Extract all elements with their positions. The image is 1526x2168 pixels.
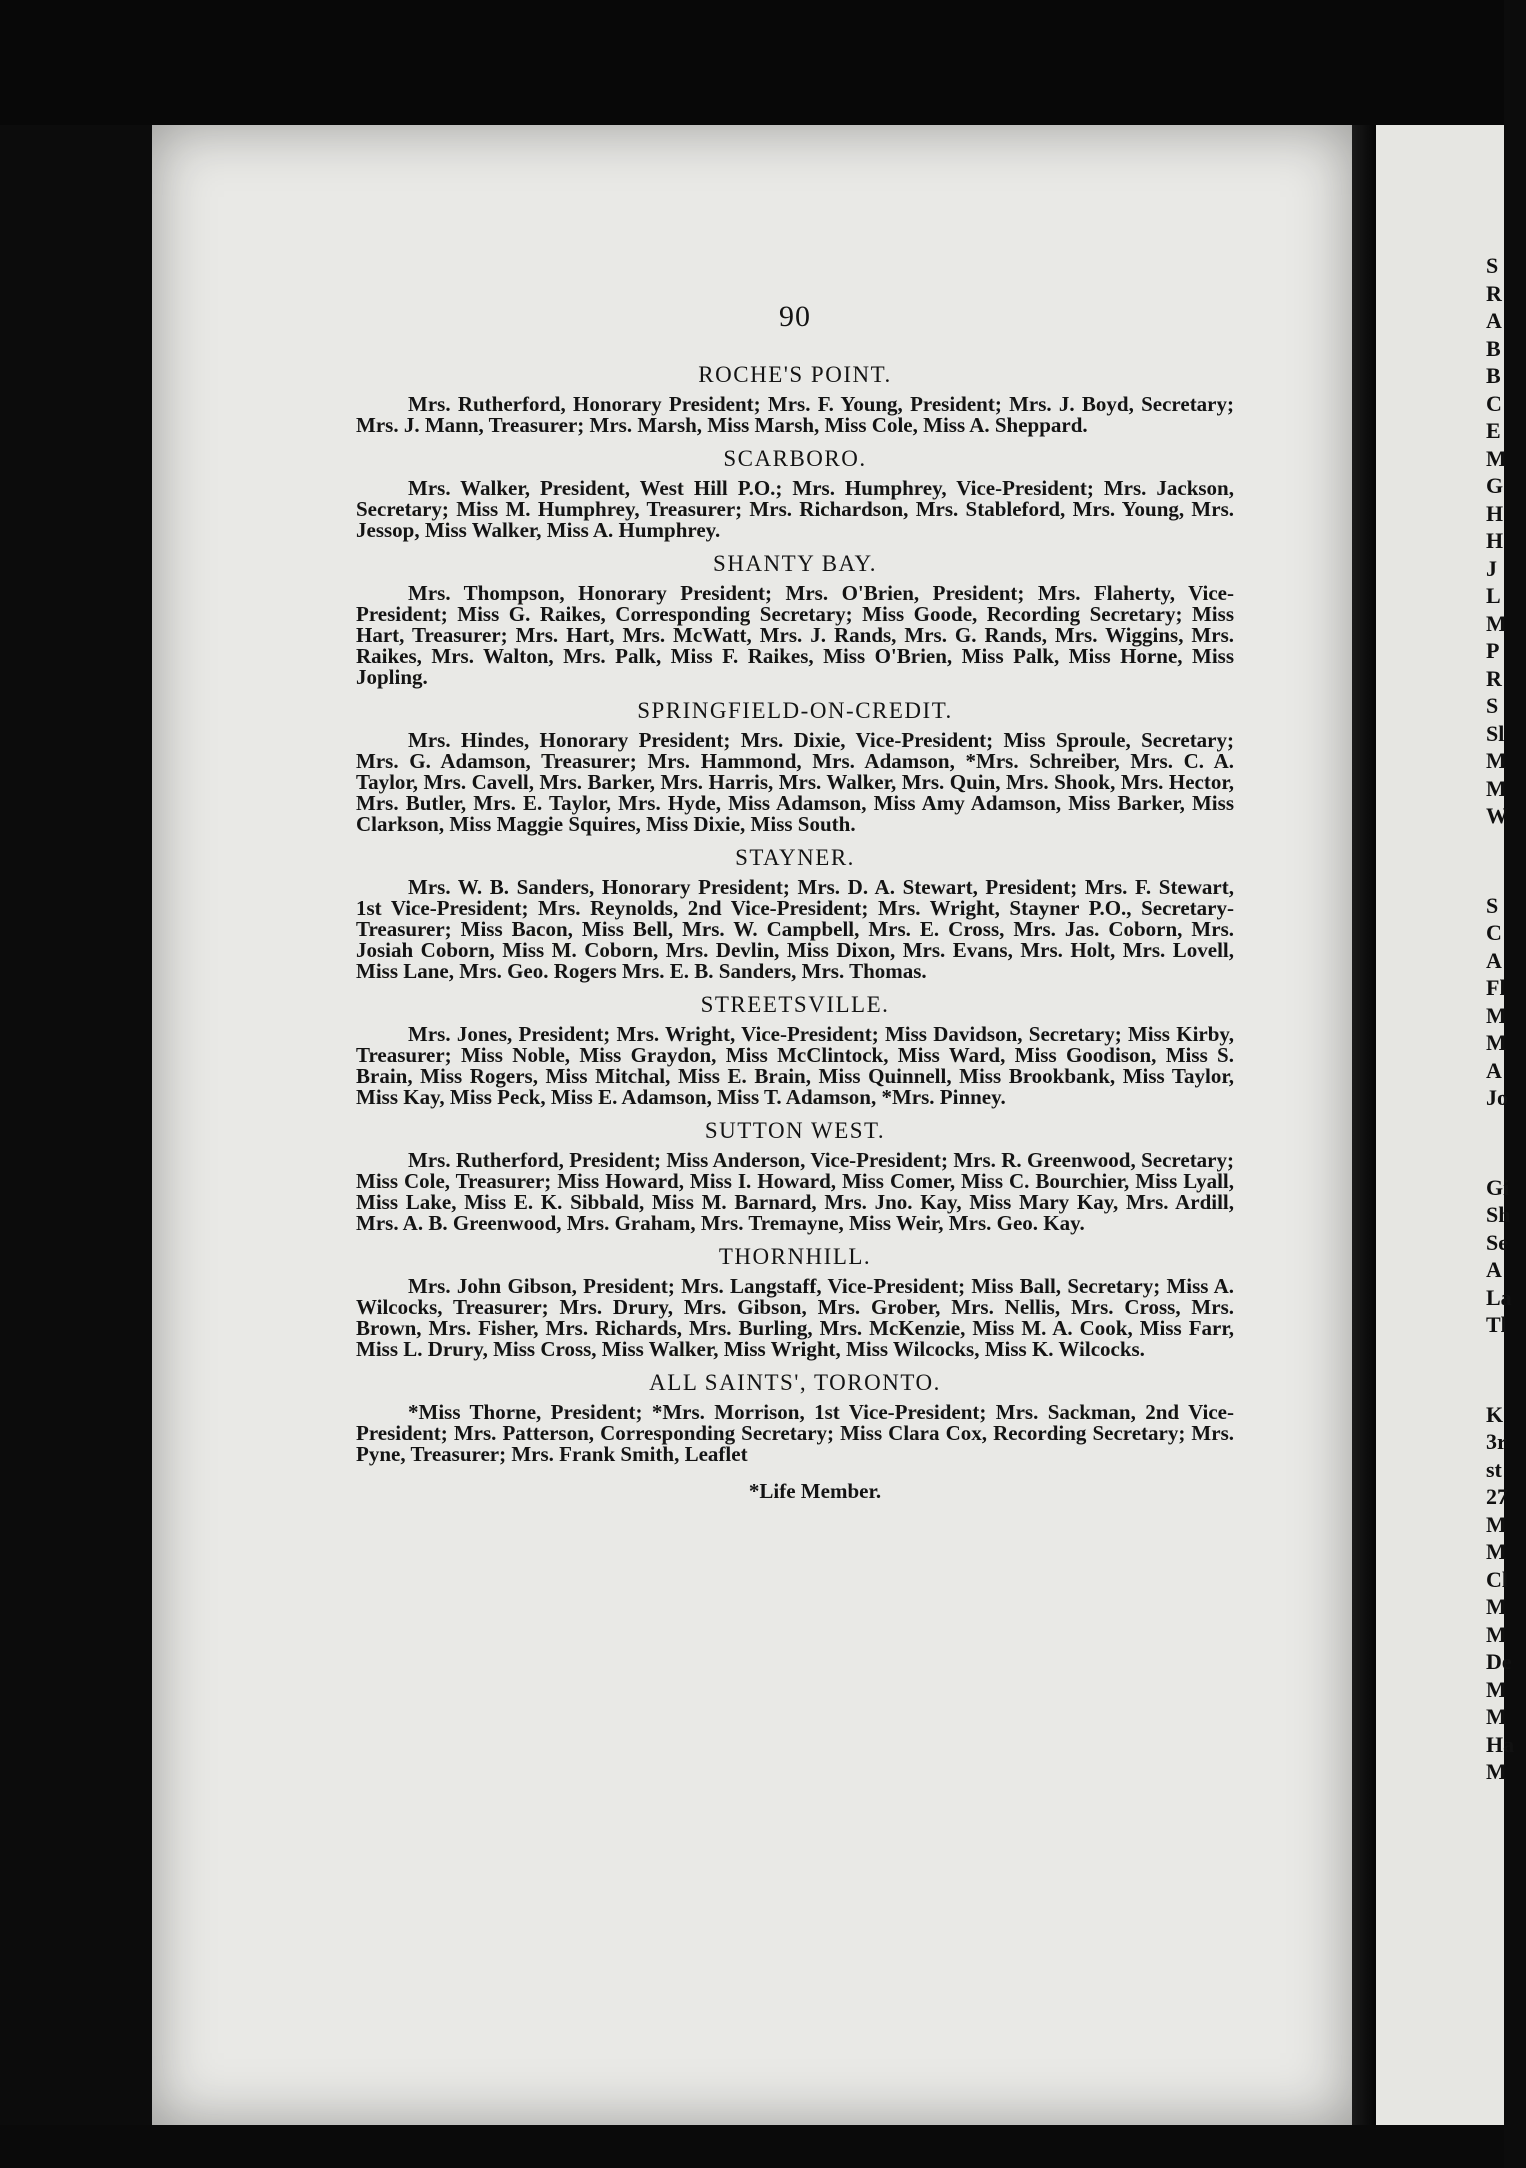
facing-page-fragment: Cl bbox=[1486, 1566, 1508, 1592]
section-text: Mrs. John Gibson, President; Mrs. Langstaff, Vice-President; Miss Ball, Secretary; Miss A. Wilcocks, Treasurer; Mrs. Drury, Mrs. Gibson, Mrs. Grober, Mrs. Nellis, Mrs. Cross, Mrs. Brown, Mrs. Fisher, Mrs. Richards, Mrs. Burling, Mrs. McKenzie, Miss M. A. Cook, Miss Farr, Miss L. Drury, Miss Cross, Miss Walker, Miss Wright, Miss Wilcocks, Miss K. Wilcocks. bbox=[356, 1274, 1234, 1361]
facing-page-fragment: J bbox=[1486, 555, 1497, 581]
facing-page-fragment: M bbox=[1486, 1704, 1507, 1729]
book-gutter bbox=[1352, 125, 1376, 2125]
page-content bbox=[356, 300, 1234, 1504]
section-text: Mrs. Rutherford, Honorary President; Mrs. F. Young, President; Mrs. J. Boyd, Secretary; Mrs. J. Mann, Treasurer; Mrs. Marsh, Miss Marsh, Miss Cole, Miss A. Sheppard. bbox=[356, 392, 1234, 437]
section-streetsville bbox=[356, 992, 1234, 1108]
life-member-footnote: *Life Member. bbox=[748, 1479, 882, 1503]
facing-page-fragment: L bbox=[1486, 583, 1501, 608]
facing-page-fragment: M bbox=[1486, 1511, 1507, 1537]
fragment-group-1 bbox=[1486, 252, 1526, 830]
facing-page-edge bbox=[1376, 125, 1515, 2125]
facing-page-fragment: B bbox=[1486, 335, 1501, 361]
facing-page-fragment: S bbox=[1486, 253, 1499, 278]
section-heading: SUTTON WEST. bbox=[704, 1118, 886, 1143]
facing-page-fragment: K bbox=[1486, 1401, 1504, 1427]
section-text: Mrs. Walker, President, West Hill P.O.; Mrs. Humphrey, Vice-President; Mrs. Jackson, Secretary; Miss M. Humphrey, Treasurer; Mrs. Richardson, Mrs. Stableford, Mrs. Young, Mrs. Jessop, Miss Walker, Miss A. Humphrey. bbox=[356, 476, 1234, 542]
facing-page-fragment: H bbox=[1486, 528, 1504, 553]
facing-page-fragment: S bbox=[1486, 892, 1499, 918]
facing-page-fragment: Se bbox=[1486, 1229, 1508, 1255]
facing-page-fragment: R bbox=[1486, 280, 1502, 306]
facing-page-fragment: La bbox=[1486, 1284, 1512, 1310]
facing-page-fragment: Fl bbox=[1486, 975, 1506, 1000]
facing-page-fragment: Ha bbox=[1486, 1731, 1515, 1757]
facing-page-fragment: S bbox=[1486, 693, 1499, 718]
facing-page-fragment: M bbox=[1486, 1621, 1507, 1647]
facing-page-fragment: H bbox=[1486, 500, 1504, 526]
scan-top-margin bbox=[0, 0, 1504, 125]
section-text: Mrs. Thompson, Honorary President; Mrs. O'Brien, President; Mrs. Flaherty, Vice-President; Miss G. Raikes, Corresponding Secretary; Miss Goode, Recording Secretary; Miss Hart, Treasurer; Mrs. Hart, Mrs. McWatt, Mrs. J. Rands, Mrs. G. Rands, Mrs. Wiggins, Mrs. Raikes, Mrs. Walton, Mrs. Palk, Miss F. Raikes, Miss O'Brien, Miss Palk, Miss Horne, Miss Jopling. bbox=[356, 581, 1234, 689]
facing-page-fragment: W bbox=[1486, 803, 1508, 828]
fragment-group-3 bbox=[1486, 1174, 1526, 1339]
facing-page-fragment: A bbox=[1486, 1257, 1502, 1282]
facing-page-fragment: A bbox=[1486, 1057, 1502, 1083]
facing-page-fragment: Sl bbox=[1486, 720, 1505, 746]
facing-page-fragment: 27 bbox=[1486, 1484, 1508, 1509]
section-all-saints-toronto bbox=[356, 1370, 1234, 1465]
facing-page-fragment: M bbox=[1486, 1594, 1507, 1619]
section-shanty-bay bbox=[356, 551, 1234, 688]
facing-page-fragment: st bbox=[1486, 1456, 1502, 1482]
facing-page-fragment: De bbox=[1486, 1649, 1512, 1674]
facing-page-fragment: M bbox=[1486, 1676, 1507, 1702]
section-text: Mrs. Jones, President; Mrs. Wright, Vice-President; Miss Davidson, Secretary; Miss Kirby, Treasurer; Miss Noble, Miss Graydon, Miss McClintock, Miss Ward, Miss Goodison, Miss S. Brain, Miss Rogers, Miss Mitchal, Miss E. Brain, Miss Quinnell, Miss Brookbank, Miss Taylor, Miss Kay, Miss Peck, Miss E. Adamson, Miss T. Adamson, *Mrs. Pinney. bbox=[356, 1022, 1234, 1109]
facing-page-fragment: M bbox=[1486, 445, 1507, 471]
facing-page-fragment: Gi bbox=[1486, 1174, 1510, 1200]
section-sutton-west bbox=[356, 1118, 1234, 1234]
facing-page-fragment: M bbox=[1486, 610, 1507, 636]
facing-page-fragment: M bbox=[1486, 1759, 1507, 1784]
section-thornhill bbox=[356, 1244, 1234, 1360]
facing-page-fragment: B bbox=[1486, 363, 1501, 388]
fragment-group-2 bbox=[1486, 892, 1526, 1112]
facing-page-fragment: M bbox=[1486, 775, 1507, 801]
section-heading: SPRINGFIELD-ON-CREDIT. bbox=[637, 698, 953, 723]
scan-bottom-margin bbox=[0, 2125, 1504, 2168]
facing-page-fragment: M bbox=[1486, 1030, 1507, 1055]
section-heading: SHANTY BAY. bbox=[713, 551, 877, 576]
facing-page-fragment: G bbox=[1486, 473, 1504, 498]
facing-page-fragment: P bbox=[1486, 638, 1500, 663]
section-stayner bbox=[356, 845, 1234, 982]
section-text: Mrs. Hindes, Honorary President; Mrs. Dixie, Vice-President; Miss Sproule, Secretary; Mrs. G. Adamson, Treasurer; Mrs. Hammond, Mrs. Adamson, *Mrs. Schreiber, Mrs. C. A. Taylor, Mrs. Cavell, Mrs. Barker, Mrs. Harris, Mrs. Walker, Mrs. Quin, Mrs. Shook, Mrs. Hector, Mrs. Butler, Mrs. E. Taylor, Mrs. Hyde, Miss Adamson, Miss Amy Adamson, Miss Barker, Miss Clarkson, Miss Maggie Squires, Miss Dixie, Miss South. bbox=[356, 728, 1234, 836]
section-scarboro bbox=[356, 446, 1234, 541]
section-text: Mrs. Rutherford, President; Miss Anderson, Vice-President; Mrs. R. Greenwood, Secretary; Miss Cole, Treasurer; Miss Howard, Miss I. Howard, Miss Comer, Miss C. Bourchier, Miss Lyall, Miss Lake, Miss E. K. Sibbald, Miss M. Barnard, Mrs. Jno. Kay, Miss Mary Kay, Mrs. Ardill, Mrs. A. B. Greenwood, Mrs. Graham, Mrs. Tremayne, Miss Weir, Mrs. Geo. Kay. bbox=[356, 1148, 1234, 1235]
facing-page-letter-column bbox=[1486, 125, 1526, 1786]
facing-page-fragment: Jo bbox=[1486, 1085, 1508, 1110]
section-heading: SCARBORO. bbox=[723, 446, 867, 471]
facing-page-fragment: M bbox=[1486, 748, 1507, 773]
facing-page-fragment: C bbox=[1486, 920, 1502, 945]
section-roches-point bbox=[356, 362, 1234, 436]
section-heading: ROCHE'S POINT. bbox=[698, 362, 892, 387]
facing-page-fragment: R bbox=[1486, 665, 1502, 691]
facing-page-fragment: Sh bbox=[1486, 1202, 1511, 1227]
facing-page-fragment: E bbox=[1486, 418, 1501, 443]
facing-page-fragment: A bbox=[1486, 308, 1502, 333]
page-number: 90 bbox=[779, 300, 811, 333]
section-text: *Miss Thorne, President; *Mrs. Morrison, 1st Vice-President; Mrs. Sackman, 2nd Vice-President; Mrs. Patterson, Corresponding Secretary; Miss Clara Cox, Recording Secretary; Mrs. Pyne, Treasurer; Mrs. Frank Smith, Leaflet bbox=[356, 1400, 1234, 1466]
facing-page-fragment: M bbox=[1486, 1002, 1507, 1028]
section-heading: ALL SAINTS', TORONTO. bbox=[649, 1370, 941, 1395]
facing-page-fragment: A bbox=[1486, 947, 1502, 973]
facing-page-fragment: Tl bbox=[1486, 1312, 1507, 1337]
facing-page-fragment: C bbox=[1486, 390, 1502, 416]
fragment-group-4 bbox=[1486, 1401, 1526, 1786]
section-text: Mrs. W. B. Sanders, Honorary President; Mrs. D. A. Stewart, President; Mrs. F. Stewart, 1st Vice-President; Mrs. Reynolds, 2nd Vice-President; Mrs. Wright, Stayner P.O., Secretary-Treasurer; Miss Bacon, Miss Bell, Mrs. W. Campbell, Mrs. E. Cross, Mrs. Jas. Coborn, Mrs. Josiah Coborn, Miss M. Coborn, Mrs. Devlin, Miss Dixon, Mrs. Evans, Mrs. Holt, Mrs. Lovell, Miss Lane, Mrs. Geo. Rogers Mrs. E. B. Sanders, Mrs. Thomas. bbox=[356, 875, 1234, 983]
section-springfield-on-credit bbox=[356, 698, 1234, 835]
section-heading: STREETSVILLE. bbox=[700, 992, 890, 1017]
section-heading: STAYNER. bbox=[735, 845, 855, 870]
facing-page-fragment: 3r bbox=[1486, 1429, 1507, 1454]
section-heading: THORNHILL. bbox=[718, 1244, 872, 1269]
facing-page-fragment: M bbox=[1486, 1539, 1507, 1564]
